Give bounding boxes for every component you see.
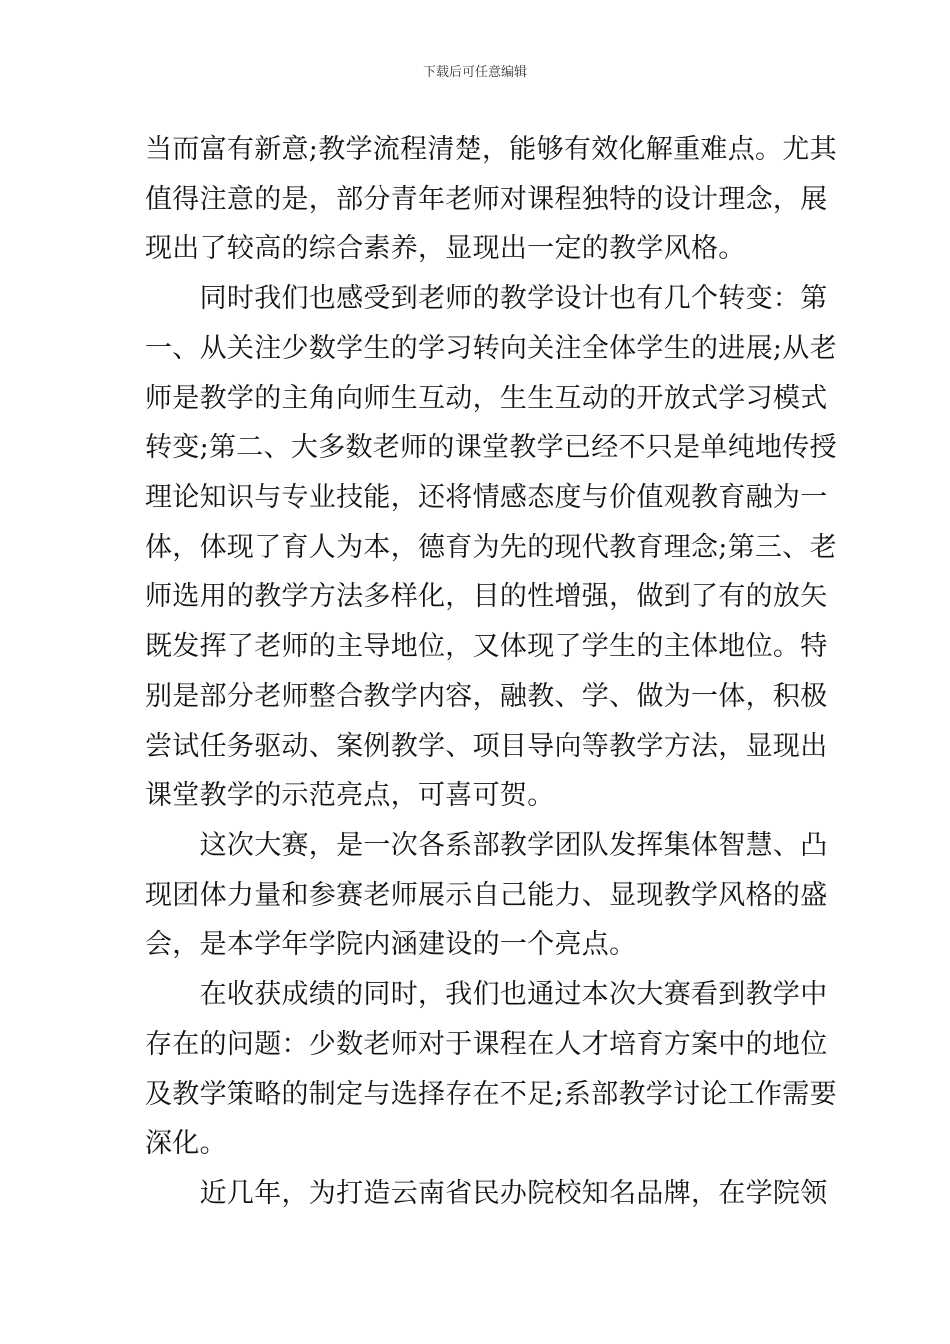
text-line: 同时我们也感受到老师的教学设计也有几个转变：第 bbox=[145, 283, 828, 314]
text-line: 课堂教学的示范亮点，可喜可贺。 bbox=[145, 780, 555, 811]
text-line: 现出了较高的综合素养，显现出一定的教学风格。 bbox=[145, 233, 746, 264]
text-line: 值得注意的是，部分青年老师对课程独特的设计理念，展 bbox=[145, 184, 828, 215]
text-line: 及教学策略的制定与选择存在不足;系部教学讨论工作需要 bbox=[145, 1079, 837, 1110]
text-line: 尝试任务驱动、案例教学、项目导向等教学方法，显现出 bbox=[145, 731, 828, 762]
text-line: 会，是本学年学院内涵建设的一个亮点。 bbox=[145, 929, 637, 960]
text-line: 近几年，为打造云南省民办院校知名品牌，在学院领 bbox=[145, 1178, 828, 1209]
text-line: 理论知识与专业技能，还将情感态度与价值观教育融为一 bbox=[145, 482, 828, 513]
text-line: 现团体力量和参赛老师展示自己能力、显现教学风格的盛 bbox=[145, 880, 828, 911]
text-line: 深化。 bbox=[145, 1128, 227, 1159]
text-line: 当而富有新意;教学流程清楚，能够有效化解重难点。尤其 bbox=[145, 134, 837, 165]
text-line: 师选用的教学方法多样化，目的性增强，做到了有的放矢 bbox=[145, 581, 828, 612]
text-line: 这次大赛，是一次各系部教学团队发挥集体智慧、凸 bbox=[145, 830, 828, 861]
text-line: 存在的问题：少数老师对于课程在人才培育方案中的地位 bbox=[145, 1029, 828, 1060]
text-line: 别是部分老师整合教学内容，融教、学、做为一体，积极 bbox=[145, 681, 828, 712]
text-line: 转变;第二、大多数老师的课堂教学已经不只是单纯地传授 bbox=[145, 432, 837, 463]
text-line: 一、从关注少数学生的学习转向关注全体学生的进展;从老 bbox=[145, 333, 837, 364]
text-line: 在收获成绩的同时，我们也通过本次大赛看到教学中 bbox=[145, 979, 828, 1010]
page-header: 下载后可任意编辑 bbox=[422, 65, 527, 80]
text-line: 既发挥了老师的主导地位，又体现了学生的主体地位。特 bbox=[145, 631, 828, 662]
text-line: 体，体现了育人为本，德育为先的现代教育理念;第三、老 bbox=[145, 532, 837, 563]
text-line: 师是教学的主角向师生互动，生生互动的开放式学习模式 bbox=[145, 383, 828, 414]
